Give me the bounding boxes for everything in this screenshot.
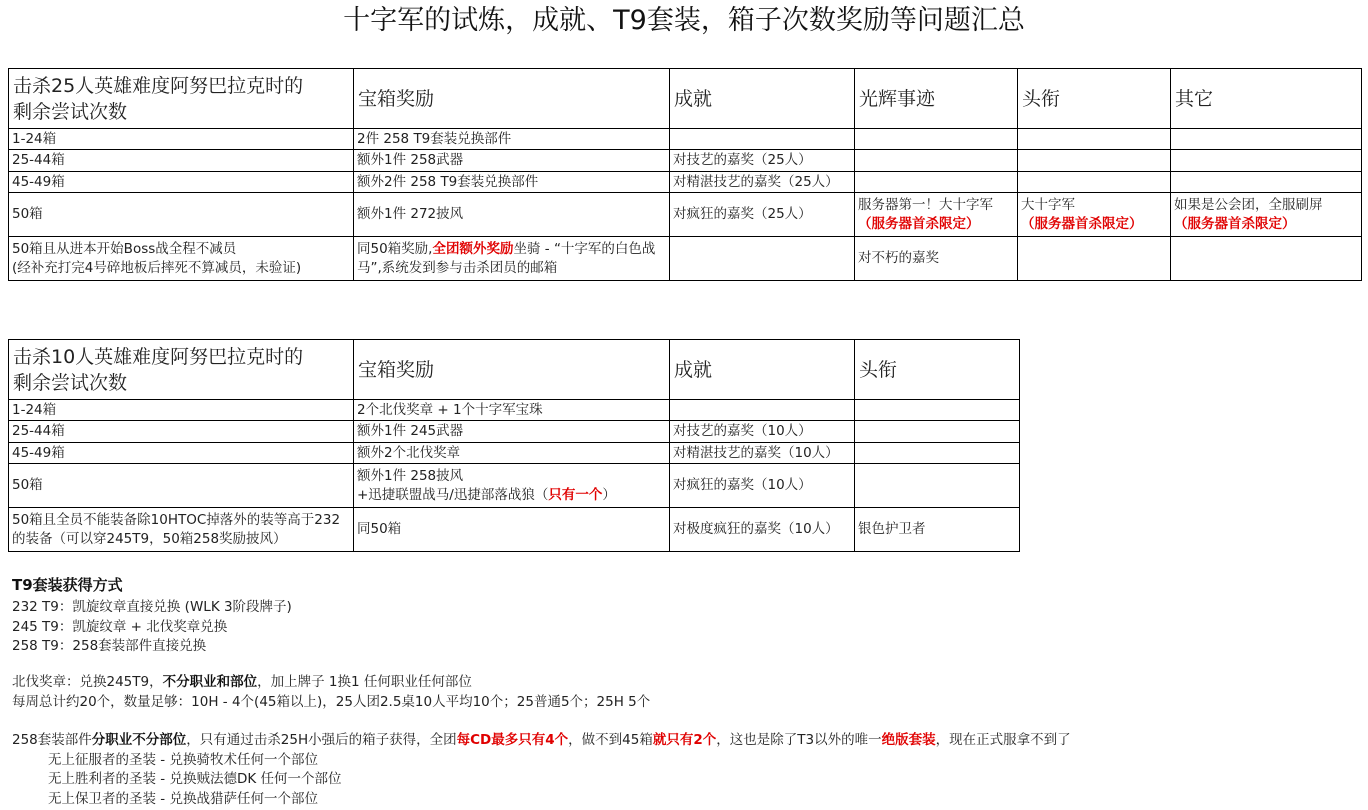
cell-attempts: 25-44箱 bbox=[9, 421, 354, 443]
table-row bbox=[9, 421, 1020, 443]
page-title: 十字军的试炼，成就、T9套装，箱子次数奖励等问题汇总 bbox=[343, 5, 1025, 36]
header-title: 头衔 bbox=[855, 340, 1020, 400]
cell-attempts: 45-49箱 bbox=[9, 172, 354, 193]
cell-other bbox=[1171, 172, 1362, 193]
cell-other bbox=[1171, 129, 1362, 150]
weekly-line: 每周总计约20个，数量足够：10H - 4个(45箱以上)，25人团2.5桌10人平均10个；25普通5个；25H 5个 bbox=[12, 693, 651, 710]
heroic-25-reward-table bbox=[8, 68, 1362, 281]
header-title: 头衔 bbox=[1018, 69, 1171, 129]
feat-text: 服务器第一！大十字军 bbox=[858, 196, 993, 213]
table-row bbox=[9, 172, 1362, 193]
set-item: 无上征服者的圣装 - 兑换骑牧术任何一个部位 bbox=[48, 751, 318, 768]
t9-line: 245 T9：凯旋纹章 + 北伐奖章兑换 bbox=[12, 618, 228, 635]
cell-reward bbox=[354, 464, 670, 508]
cell-title bbox=[1018, 129, 1171, 150]
cell-achievement bbox=[670, 237, 855, 281]
cell-title bbox=[1018, 193, 1171, 237]
table-row bbox=[9, 193, 1362, 237]
medal-notes bbox=[12, 673, 650, 712]
heroic-10-reward-table bbox=[8, 339, 1020, 552]
cell-feat bbox=[855, 172, 1018, 193]
cell-achievement: 对技艺的嘉奖（10人） bbox=[670, 421, 855, 443]
table-row bbox=[9, 150, 1362, 172]
cell-achievement: 对极度疯狂的嘉奖（10人） bbox=[670, 508, 855, 552]
set-258-notes bbox=[12, 731, 1071, 809]
cell-title bbox=[1018, 237, 1171, 281]
cell-other bbox=[1171, 193, 1362, 237]
cell-other bbox=[1171, 150, 1362, 172]
cell-achievement bbox=[670, 400, 855, 421]
t9-heading: T9套装获得方式 bbox=[12, 576, 123, 594]
cell-attempts: 50箱 bbox=[9, 193, 354, 237]
other-text: 如果是公会团，全服刷屏 bbox=[1174, 196, 1323, 213]
cell-attempts: 25-44箱 bbox=[9, 150, 354, 172]
cell-reward: 额外2件 258 T9套装兑换部件 bbox=[354, 172, 670, 193]
table-header-row bbox=[9, 340, 1020, 400]
cell-reward bbox=[354, 237, 670, 281]
cell-reward: 额外2个北伐奖章 bbox=[354, 443, 670, 464]
cell-title bbox=[1018, 150, 1171, 172]
cell-title bbox=[855, 464, 1020, 508]
t9-line: 258 T9：258套装部件直接兑换 bbox=[12, 638, 207, 654]
reward-highlight: 只有一个 bbox=[548, 486, 603, 503]
cell-reward: 2个北伐奖章 + 1个十字军宝珠 bbox=[354, 400, 670, 421]
cell-title: 银色护卫者 bbox=[855, 508, 1020, 552]
table-row bbox=[9, 129, 1362, 150]
table-header-row bbox=[9, 69, 1362, 129]
set-item: 无上保卫者的圣装 - 兑换战猎萨任何一个部位 bbox=[48, 790, 318, 807]
table-row bbox=[9, 443, 1020, 464]
medal-line: 北伐奖章：兑换245T9，不分职业和部位，加上牌子 1换1 任何职业任何部位 bbox=[12, 674, 472, 690]
server-first-note: （服务器首杀限定） bbox=[1021, 215, 1143, 232]
reward-highlight: 全团额外奖励 bbox=[432, 240, 514, 257]
title-text: 大十字军 bbox=[1021, 196, 1075, 213]
server-first-note: （服务器首杀限定） bbox=[858, 215, 980, 232]
cell-attempts: 50箱且全员不能装备除10HTOC掉落外的装等高于232的装备（可以穿245T9，50箱258奖励披风） bbox=[9, 508, 354, 552]
table-row bbox=[9, 508, 1020, 552]
table-row bbox=[9, 464, 1020, 508]
set-258-line: 258套装部件分职业不分部位，只有通过击杀25H小强后的箱子获得，全团每CD最多只有4个，做不到45箱就只有2个，这也是除了T3以外的唯一绝版套装，现在正式服拿不到了 bbox=[12, 732, 1071, 748]
cell-title bbox=[855, 400, 1020, 421]
cell-achievement bbox=[670, 129, 855, 150]
header-attempts: 击杀10人英雄难度阿努巴拉克时的剩余尝试次数 bbox=[9, 340, 354, 400]
server-first-note: （服务器首杀限定） bbox=[1174, 215, 1296, 232]
header-chest-reward: 宝箱奖励 bbox=[354, 340, 670, 400]
reward-text: 同50箱奖励, bbox=[357, 240, 433, 257]
header-other: 其它 bbox=[1171, 69, 1362, 129]
reward-text: 坐骑 - “十字军的白色战马”,系统发到参与击杀团员的邮箱 bbox=[357, 240, 656, 276]
cell-reward: 额外1件 245武器 bbox=[354, 421, 670, 443]
table-row bbox=[9, 237, 1362, 281]
cell-achievement: 对精湛技艺的嘉奖（10人） bbox=[670, 443, 855, 464]
cell-attempts: 1-24箱 bbox=[9, 400, 354, 421]
cell-title bbox=[1018, 172, 1171, 193]
t9-notes bbox=[12, 576, 292, 657]
header-attempts: 击杀25人英雄难度阿努巴拉克时的剩余尝试次数 bbox=[9, 69, 354, 129]
cell-achievement: 对疯狂的嘉奖（25人） bbox=[670, 193, 855, 237]
attempts-note: (经补充打完4号碎地板后摔死不算减员，未验证) bbox=[12, 259, 302, 276]
cell-title bbox=[855, 443, 1020, 464]
cell-title bbox=[855, 421, 1020, 443]
set-item: 无上胜利者的圣装 - 兑换贼法德DK 任何一个部位 bbox=[48, 771, 342, 787]
attempts-line: 50箱且从进本开始Boss战全程不减员 bbox=[12, 240, 237, 257]
cell-attempts: 50箱 bbox=[9, 464, 354, 508]
cell-feat bbox=[855, 150, 1018, 172]
cell-attempts: 45-49箱 bbox=[9, 443, 354, 464]
cell-other bbox=[1171, 237, 1362, 281]
reward-line: 额外1件 258披风 bbox=[357, 467, 464, 484]
cell-achievement: 对技艺的嘉奖（25人） bbox=[670, 150, 855, 172]
header-feat: 光辉事迹 bbox=[855, 69, 1018, 129]
cell-attempts bbox=[9, 237, 354, 281]
cell-feat: 对不朽的嘉奖 bbox=[855, 237, 1018, 281]
cell-feat bbox=[855, 129, 1018, 150]
header-achievement: 成就 bbox=[670, 69, 855, 129]
cell-attempts: 1-24箱 bbox=[9, 129, 354, 150]
header-chest-reward: 宝箱奖励 bbox=[354, 69, 670, 129]
reward-line: +迅捷联盟战马/迅捷部落战狼（只有一个） bbox=[357, 486, 616, 503]
table-row bbox=[9, 400, 1020, 421]
cell-achievement: 对疯狂的嘉奖（10人） bbox=[670, 464, 855, 508]
cell-reward: 额外1件 272披风 bbox=[354, 193, 670, 237]
cell-reward: 额外1件 258武器 bbox=[354, 150, 670, 172]
t9-line: 232 T9：凯旋纹章直接兑换 (WLK 3阶段牌子) bbox=[12, 599, 292, 615]
cell-feat bbox=[855, 193, 1018, 237]
cell-achievement: 对精湛技艺的嘉奖（25人） bbox=[670, 172, 855, 193]
header-achievement: 成就 bbox=[670, 340, 855, 400]
cell-reward: 同50箱 bbox=[354, 508, 670, 552]
cell-reward: 2件 258 T9套装兑换部件 bbox=[354, 129, 670, 150]
